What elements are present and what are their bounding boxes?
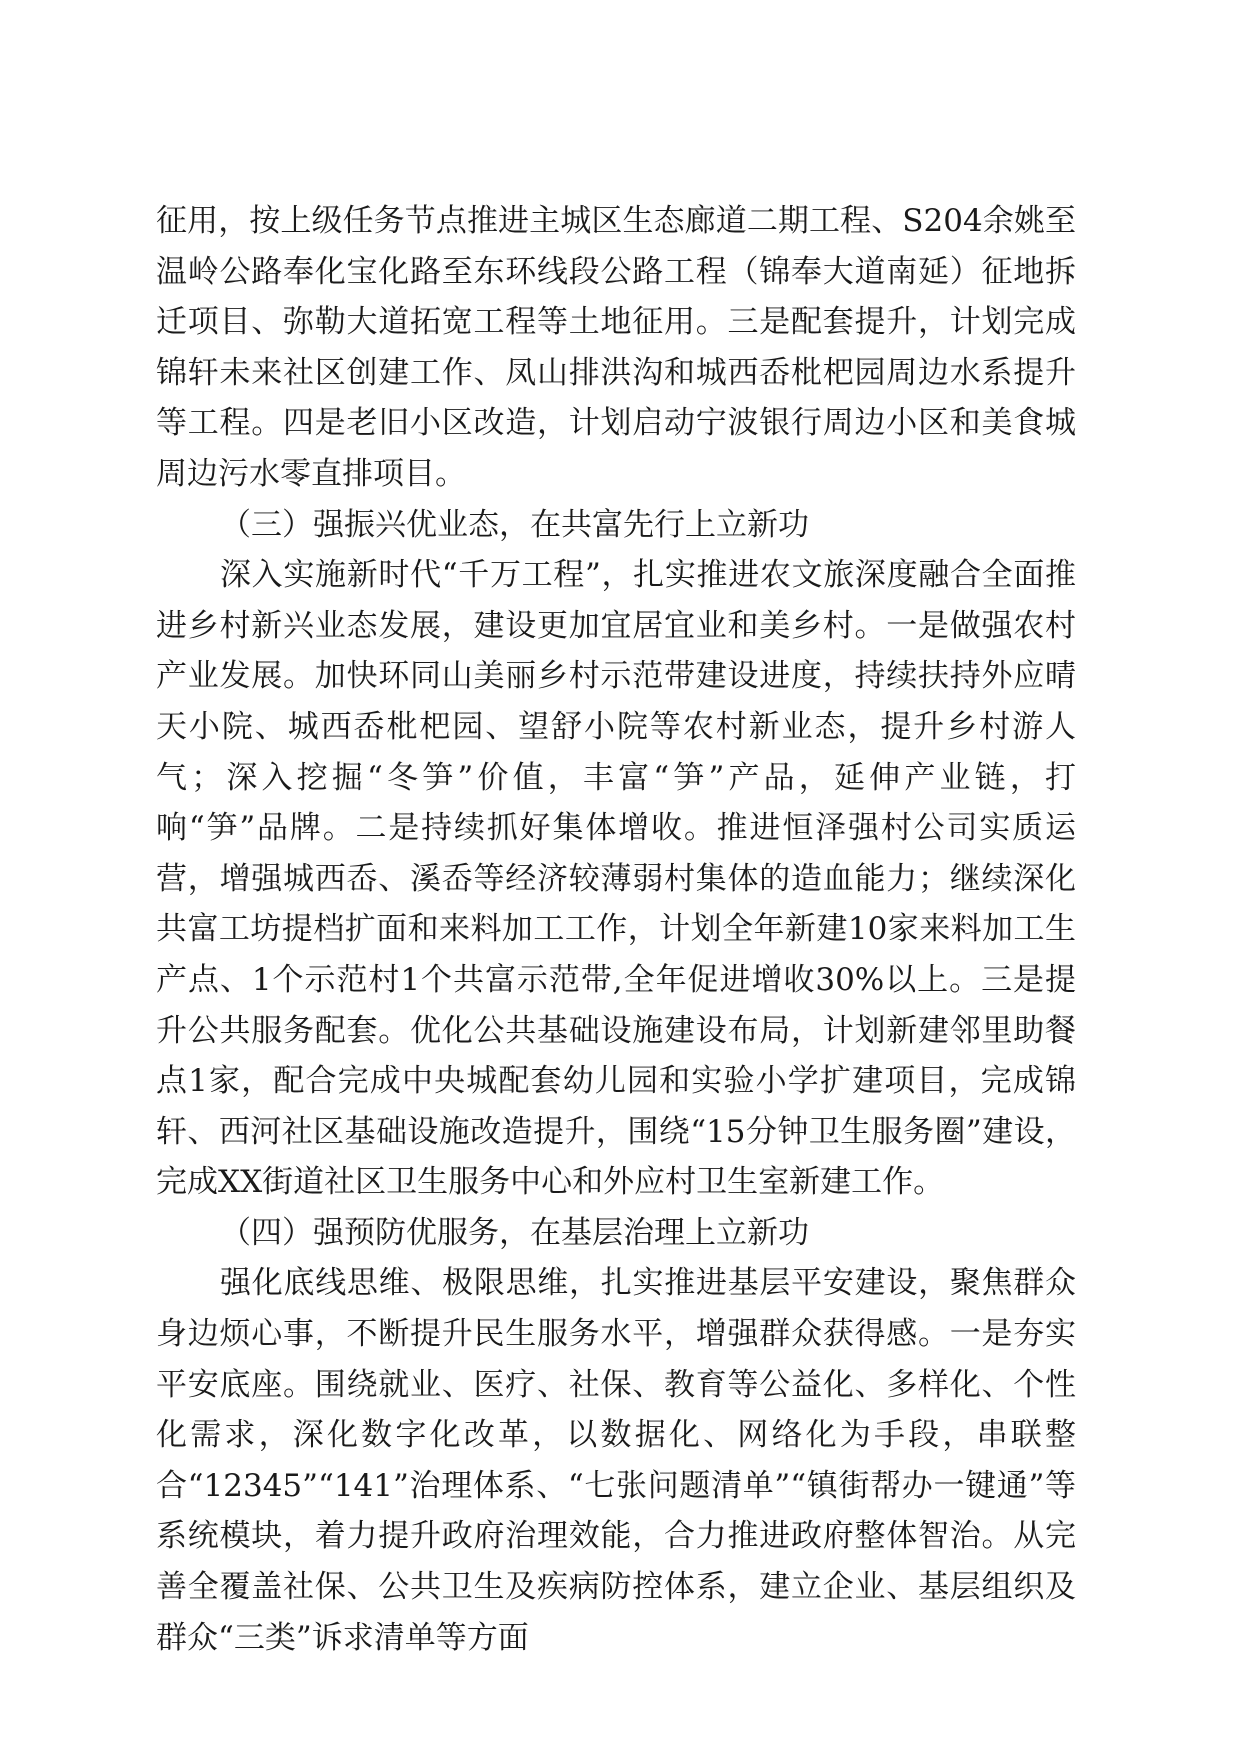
paragraph-grassroots-governance: 强化底线思维、极限思维，扎实推进基层平安建设，聚焦群众身边烦心事，不断提升民生服务水平，增强群众获得感。一是夯实平安底座。围绕就业、医疗、社保、教育等公益化、多样化、个性化需求，深化数字化改革，以数据化、网络化为手段，串联整合“12345”“141”治理体系、“七张问题清单”“镇街帮办一键通”等系统模块，着力提升政府治理效能，合力推进政府整体智治。从完善全覆盖社保、公共卫生及疾病防控体系，建立企业、基层组织及群众“三类”诉求清单等方面 <box>156 1265 1076 1656</box>
document-body <box>156 196 1076 1663</box>
paragraph-rural-revitalization: 深入实施新时代“千万工程”，扎实推进农文旅深度融合全面推进乡村新兴业态发展，建设更加宜居宜业和美乡村。一是做强农村产业发展。加快环同山美丽乡村示范带建设进度，持续扶持外应晴天小院、城西岙枇杷园、望舒小院等农村新业态，提升乡村游人气；深入挖掘“冬笋”价值，丰富“笋”产品，延伸产业链，打响“笋”品牌。二是持续抓好集体增收。推进恒泽强村公司实质运营，增强城西岙、溪岙等经济较薄弱村集体的造血能力；继续深化共富工坊提档扩面和来料加工工作，计划全年新建10家来料加工生产点、1个示范村1个共富示范带,全年促进增收30%以上。三是提升公共服务配套。优化公共基础设施建设布局，计划新建邻里助餐点1家，配合完成中央城配套幼儿园和实验小学扩建项目，完成锦轩、西河社区基础设施改造提升，围绕“15分钟卫生服务圈”建设，完成XX街道社区卫生服务中心和外应村卫生室新建工作。 <box>156 557 1076 1201</box>
paragraph-land-acquisition: 征用，按上级任务节点推进主城区生态廊道二期工程、S204余姚至温岭公路奉化宝化路至东环线段公路工程（锦奉大道南延）征地拆迁项目、弥勒大道拓宽工程等土地征用。三是配套提升，计划完成锦轩未来社区创建工作、凤山排洪沟和城西岙枇杷园周边水系提升等工程。四是老旧小区改造，计划启动宁波银行周边小区和美食城周边污水零直排项目。 <box>156 203 1076 492</box>
section-heading-three: （三）强振兴优业态，在共富先行上立新功 <box>220 506 809 543</box>
section-heading-four: （四）强预防优服务，在基层治理上立新功 <box>220 1214 809 1251</box>
